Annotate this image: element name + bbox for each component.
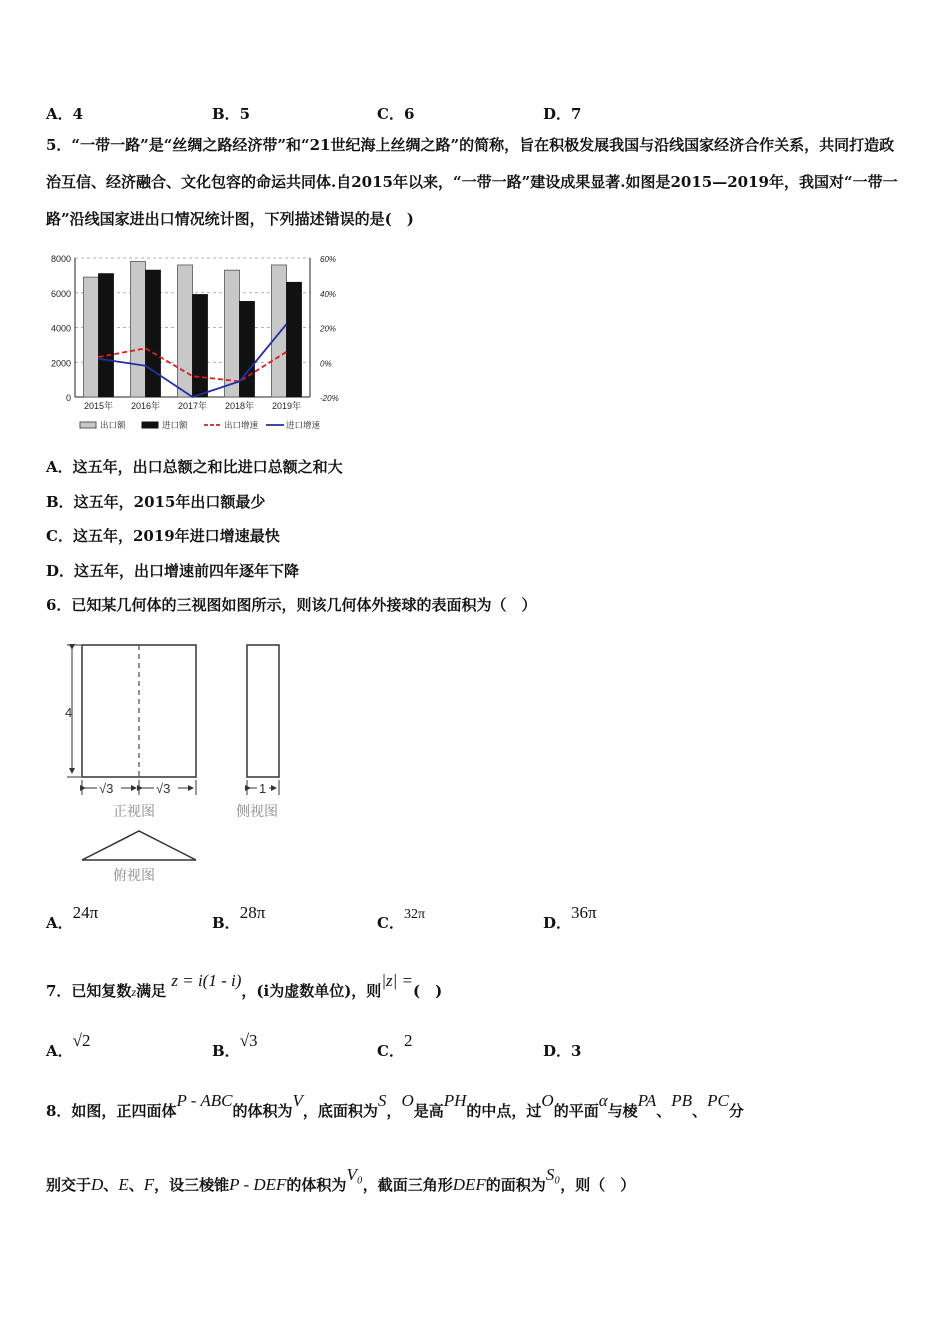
side-view-label: 侧视图 bbox=[236, 803, 278, 819]
legend-swatch bbox=[142, 422, 158, 428]
top-view-label: 俯视图 bbox=[113, 867, 155, 883]
q6-stem: 6．已知某几何体的三视图如图所示，则该几何体外接球的表面积为（ ） bbox=[46, 596, 537, 614]
bar-export bbox=[272, 265, 287, 397]
right-tick-label: 0% bbox=[320, 359, 332, 369]
q7-abs: |z| = bbox=[381, 971, 413, 990]
q6-option-c-value: 32π bbox=[403, 907, 426, 922]
right-tick-label: 40% bbox=[320, 289, 337, 299]
left-tick-label: 6000 bbox=[50, 288, 71, 299]
height-label: 4 bbox=[65, 705, 73, 720]
side-view-rect bbox=[247, 645, 279, 777]
q7-option-c-value: 2 bbox=[403, 1031, 413, 1050]
left-tick-label: 0 bbox=[65, 393, 71, 403]
q7-option-d: D．3 bbox=[543, 1042, 582, 1060]
right-tick-label: 60% bbox=[320, 255, 337, 264]
q8-line-2: 别交于D、E、F，设三棱锥P - DEF的体积为V₀，截面三角形DEF的面积为S₀，则（ ） bbox=[46, 1165, 636, 1194]
trade-chart bbox=[40, 250, 350, 440]
q8-line-1: 8．如图，正四面体P - ABC的体积为V，底面积为S，O是高PH的中点，过O的平面α与棱PA、PB、PC分 bbox=[46, 1091, 744, 1120]
bar-import bbox=[193, 294, 208, 397]
bar-export bbox=[131, 261, 146, 397]
q5-stem: 5．“一带一路”是“丝绸之路经济带”和“21世纪海上丝绸之路”的简称，旨在积极发展我国与沿线国家经济合作关系，共同打造政治互信、经济融合、文化包容的命运共同体.自2015年以来，“一带一路”建设成果显著.如图是2015—2019年，我国对“一带一路”沿线国家进出口情况统计图，下列描述错误的是( ) bbox=[46, 136, 898, 228]
q4-option-b: B．5 bbox=[212, 105, 251, 123]
x-tick-label: 2016年 bbox=[130, 401, 161, 411]
bar-import bbox=[99, 274, 114, 397]
q6-option-a: A．24π bbox=[46, 903, 99, 932]
q7-option-a: A．√2 bbox=[46, 1031, 91, 1060]
width-label-2: √3 bbox=[156, 781, 171, 796]
x-tick-label: 2018年 bbox=[224, 401, 255, 411]
right-tick-label: 20% bbox=[320, 324, 337, 334]
side-width-label: 1 bbox=[259, 781, 267, 796]
q6-option-b-value: 28π bbox=[239, 903, 266, 922]
q4-option-c: C．6 bbox=[377, 105, 415, 123]
q6-option-a-value: 24π bbox=[72, 903, 99, 922]
legend-label: 进口增速 bbox=[286, 420, 321, 430]
q7-option-b-value: √3 bbox=[239, 1031, 258, 1050]
bar-export bbox=[178, 265, 193, 397]
three-view-diagram bbox=[55, 625, 315, 895]
q6-option-b: B．28π bbox=[212, 903, 266, 932]
x-tick-label: 2019年 bbox=[271, 401, 302, 411]
q7-option-a-value: √2 bbox=[72, 1031, 91, 1050]
front-view-label: 正视图 bbox=[113, 803, 155, 819]
q6-option-d: D．36π bbox=[543, 903, 597, 932]
q7-option-b: B．√3 bbox=[212, 1031, 258, 1060]
q4-option-d: D．7 bbox=[543, 105, 582, 123]
top-view-triangle bbox=[82, 831, 196, 860]
width-label-1: √3 bbox=[99, 781, 114, 796]
legend-swatch bbox=[80, 422, 96, 428]
bar-import bbox=[146, 270, 161, 397]
q5-option-d: D．这五年，出口增速前四年逐年下降 bbox=[46, 562, 300, 580]
q7-equation: z = i(1 - i) bbox=[171, 971, 242, 990]
q7-option-c: C．2 bbox=[377, 1031, 413, 1060]
q6-option-d-value: 36π bbox=[571, 903, 597, 922]
legend-label: 进口额 bbox=[162, 420, 188, 430]
x-tick-label: 2015年 bbox=[83, 401, 114, 411]
bar-import bbox=[287, 282, 302, 397]
legend-label: 出口增速 bbox=[224, 420, 259, 430]
right-tick-label: -20% bbox=[320, 394, 339, 403]
q4-option-a: A．4 bbox=[46, 105, 84, 123]
legend-label: 出口额 bbox=[100, 420, 126, 430]
left-tick-label: 4000 bbox=[50, 323, 71, 334]
q5-option-b: B．这五年，2015年出口额最少 bbox=[46, 493, 266, 511]
x-tick-label: 2017年 bbox=[177, 401, 208, 411]
left-tick-label: 2000 bbox=[50, 358, 71, 369]
left-tick-label: 8000 bbox=[50, 254, 71, 264]
q6-option-c: C．32π bbox=[377, 907, 426, 932]
bar-export bbox=[225, 270, 240, 397]
q5-option-c: C．这五年，2019年进口增速最快 bbox=[46, 527, 280, 545]
q7-stem: 7．已知复数z满足 z = i(1 - i)，(i为虚数单位)，则|z| =( ) bbox=[46, 971, 443, 1000]
bar-export bbox=[84, 277, 99, 397]
q5-option-a: A．这五年，出口总额之和比进口总额之和大 bbox=[46, 458, 343, 476]
bar-import bbox=[240, 301, 255, 397]
